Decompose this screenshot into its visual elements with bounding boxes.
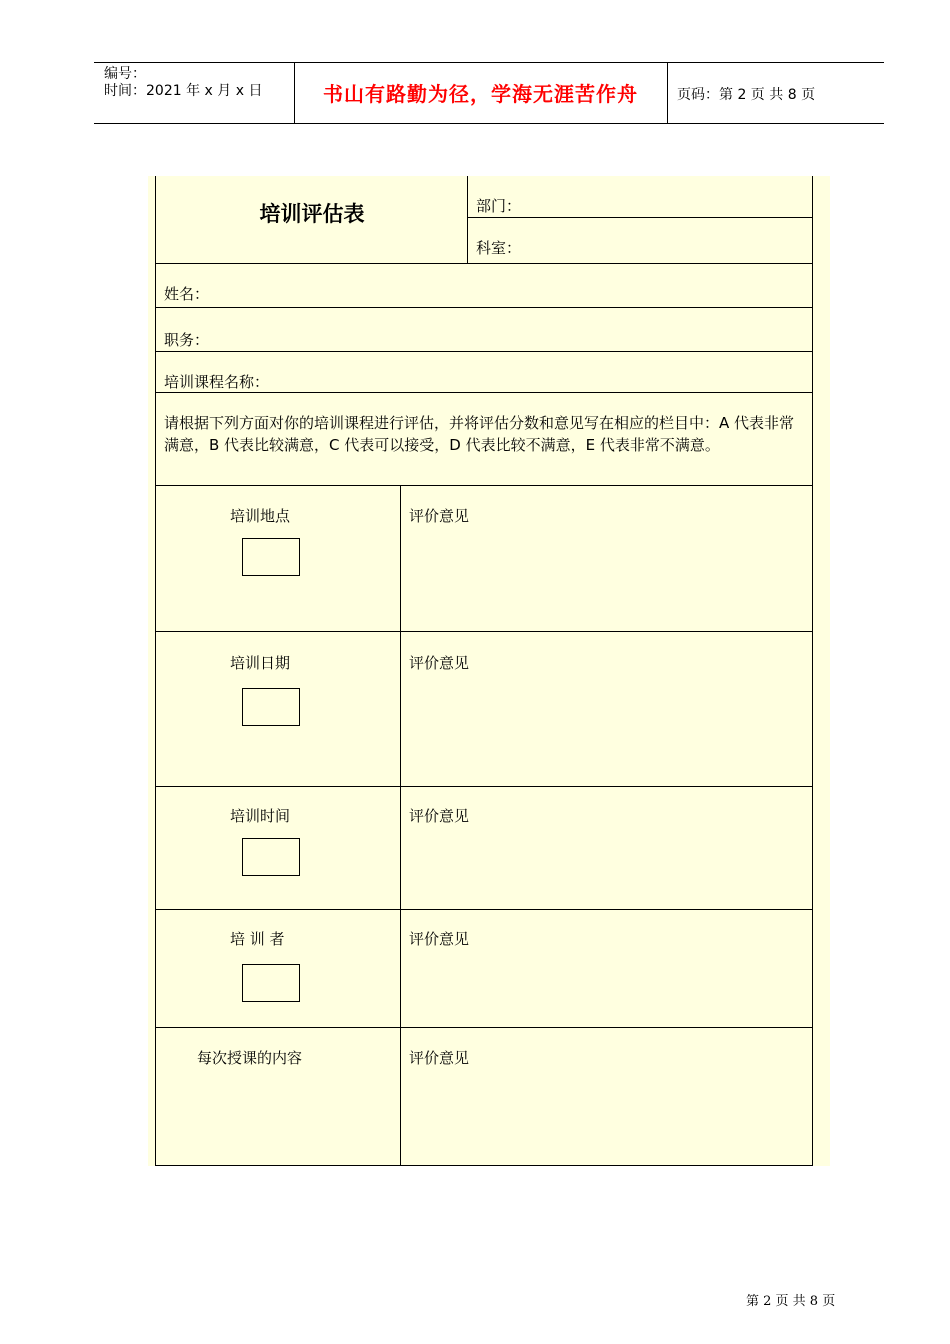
form-bottom-border: [155, 1165, 813, 1166]
section-label: 培训地点: [230, 507, 291, 525]
header-date-label: 时间：2021 年 x 月 x 日: [104, 83, 263, 99]
section-label: 培训日期: [230, 654, 291, 672]
score-box[interactable]: [242, 964, 300, 1002]
section-label: 培训时间: [230, 807, 291, 825]
form-left-border: [155, 176, 156, 1166]
row-divider: [467, 217, 812, 218]
comment-label: 评价意见: [409, 1049, 470, 1067]
header-bottom-rule: [94, 123, 884, 124]
form-title: 培训评估表: [259, 201, 365, 226]
title-divider: [467, 176, 468, 263]
name-label: 姓名：: [164, 285, 210, 303]
section-label: 每次授课的内容: [197, 1049, 303, 1067]
row-divider: [155, 909, 812, 910]
comment-label: 评价意见: [409, 654, 470, 672]
header-motto: 书山有路勤为径，学海无涯苦作舟: [323, 82, 638, 106]
row-divider: [155, 351, 812, 352]
row-divider: [155, 631, 812, 632]
score-box[interactable]: [242, 538, 300, 576]
department-label: 部门：: [476, 197, 522, 215]
section-label: 培 训 者: [230, 930, 285, 948]
position-label: 职务：: [164, 331, 210, 349]
row-divider: [155, 392, 812, 393]
header-divider: [667, 62, 668, 123]
row-divider: [155, 263, 812, 264]
score-box[interactable]: [242, 688, 300, 726]
header-number-label: 编号：: [104, 66, 146, 82]
header-page-number: 页码：第 2 页 共 8 页: [677, 87, 816, 103]
section-column-divider: [400, 485, 401, 1166]
comment-label: 评价意见: [409, 507, 470, 525]
header-top-rule: [94, 62, 884, 63]
instructions-text: 请根据下列方面对你的培训课程进行评估，并将评估分数和意见写在相应的栏目中：A 代表非常满意，B 代表比较满意，C 代表可以接受，D 代表比较不满意，E 代表非常不满意。: [164, 414, 795, 454]
comment-label: 评价意见: [409, 807, 470, 825]
form-right-border: [812, 176, 813, 1166]
course-name-label: 培训课程名称：: [164, 373, 270, 391]
comment-label: 评价意见: [409, 930, 470, 948]
office-label: 科室：: [476, 239, 522, 257]
row-divider: [155, 786, 812, 787]
row-divider: [155, 1027, 812, 1028]
row-divider: [155, 307, 812, 308]
row-divider: [155, 485, 812, 486]
score-box[interactable]: [242, 838, 300, 876]
footer-page-number: 第 2 页 共 8 页: [746, 1294, 836, 1309]
